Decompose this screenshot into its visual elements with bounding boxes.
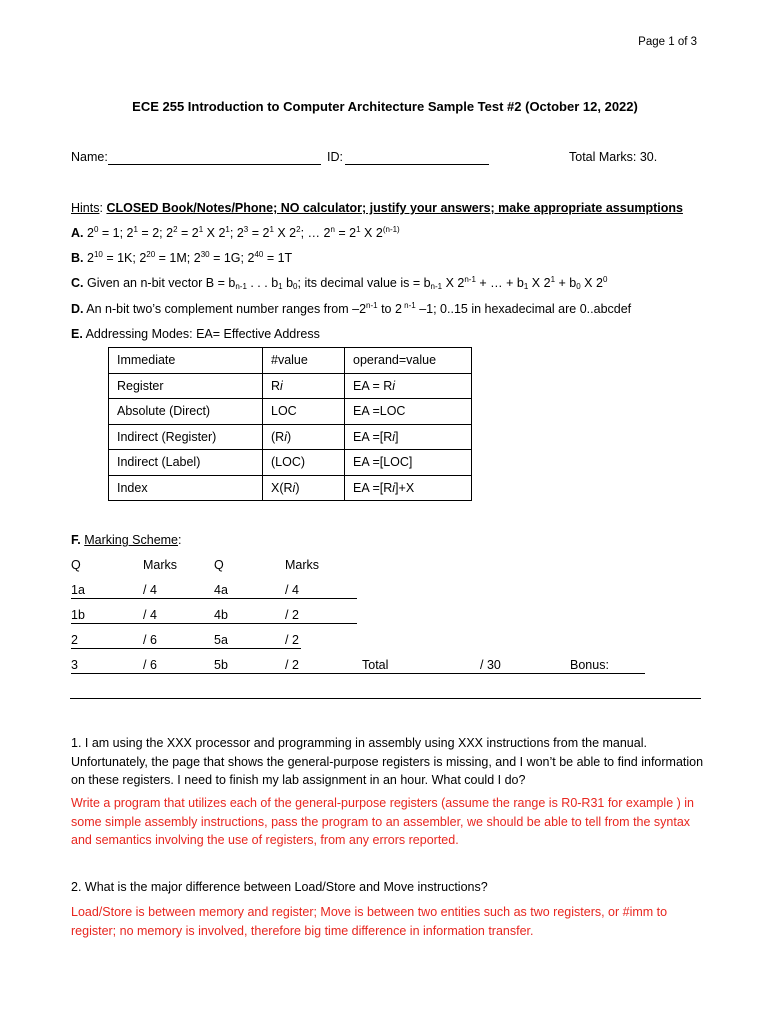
hint-a-label: A. xyxy=(71,226,84,240)
marking-score: / 6 xyxy=(143,658,157,672)
hint-d-text: to 2 xyxy=(377,302,402,316)
hint-a-sup: (n-1) xyxy=(382,225,400,234)
hint-c-text: ; its decimal value is = b xyxy=(297,276,431,290)
hint-a-sup: 2 xyxy=(296,225,301,234)
hint-b-text: = 1K; 2 xyxy=(102,251,147,265)
hint-a-text: X 2 xyxy=(203,226,226,240)
table-row xyxy=(109,475,472,501)
name-field[interactable] xyxy=(108,151,321,165)
marking-bonus-label: Bonus: xyxy=(570,658,609,672)
hint-d-sup: n-1 xyxy=(366,301,378,310)
hint-b-sup: 10 xyxy=(93,250,103,259)
hint-c-sup: 0 xyxy=(602,275,608,284)
marking-score: / 2 xyxy=(285,633,299,647)
ea-text: EA = R xyxy=(353,378,393,393)
ea-text: EA =[R xyxy=(353,480,393,495)
ea-cell: EA =LOC xyxy=(345,399,472,425)
marking-q: 2 xyxy=(71,633,78,647)
hint-f-text: Marking Scheme xyxy=(84,533,179,547)
hint-c-text: X 2 xyxy=(580,276,603,290)
hint-c-sup: n-1 xyxy=(464,275,476,284)
syntax-italic: i xyxy=(280,378,283,393)
hint-c-sub: n-1 xyxy=(235,282,247,291)
page-number: Page 1 of 3 xyxy=(638,36,697,48)
hint-a-sup: 1 xyxy=(133,225,138,234)
syntax-italic: i xyxy=(292,480,296,495)
marking-q: 1b xyxy=(71,608,85,622)
marking-score: / 2 xyxy=(285,658,299,672)
hint-a-text: = 1; 2 xyxy=(98,226,134,240)
ea-italic: i xyxy=(392,480,396,495)
name-label: Name: xyxy=(71,150,108,164)
hint-f-label: F. xyxy=(71,533,81,547)
marking-q: 5a xyxy=(214,633,228,647)
hint-c-sub: 1 xyxy=(523,282,529,291)
hint-c-text: b xyxy=(282,276,294,290)
hint-d xyxy=(71,302,631,316)
hints-text: CLOSED Book/Notes/Phone; NO calculator; justify your answers; make appropriate assumptions xyxy=(106,201,683,215)
marking-score: / 4 xyxy=(143,608,157,622)
hint-a-text: = 2 xyxy=(177,226,199,240)
hint-b-text: = 1G; 2 xyxy=(209,251,255,265)
question-1: 1. I am using the XXX processor and programming in assembly using XXX instructions from the manual. Unfortunately, the page that shows the general-purpose registers is missing, and I won’t be able to find information on these registers. I need to finish my lab assignment in an hour. What could I do? xyxy=(71,736,704,787)
hint-b-text: = 1T xyxy=(263,251,293,265)
hint-c-sub: n-1 xyxy=(430,282,443,291)
hint-f-colon: : xyxy=(178,533,182,547)
ea-cell xyxy=(345,424,472,450)
syntax-cell: #value xyxy=(263,348,345,374)
syntax-cell xyxy=(263,424,345,450)
syntax-text: X(R xyxy=(271,480,293,495)
ea-cell: operand=value xyxy=(345,348,472,374)
marking-row-line xyxy=(71,659,645,674)
ea-italic: i xyxy=(392,429,396,444)
hint-c-text: X 2 xyxy=(528,276,551,290)
hints-line xyxy=(71,201,683,215)
addressing-modes-table xyxy=(108,347,472,501)
marking-q: 5b xyxy=(214,658,228,672)
answer-1: Write a program that utilizes each of the general-purpose registers (assume the range is R0-R31 for example ) in some simple assembly instructions, pass the program to an assembler, we should be able to tell from the syntax and semantics involving the use of registers, from any errors reported. xyxy=(71,796,694,847)
marking-header: Marks xyxy=(285,558,320,572)
ea-cell: EA =[LOC] xyxy=(345,450,472,476)
hints-colon: : xyxy=(99,201,107,215)
marking-total-value: / 30 xyxy=(480,658,501,672)
syntax-text: R xyxy=(271,378,281,393)
hint-d-label: D. xyxy=(71,302,84,316)
hint-a-text: 2 xyxy=(83,226,94,240)
ea-cell xyxy=(345,373,472,399)
total-marks: Total Marks: 30. xyxy=(569,150,658,164)
hint-a-text: ; … 2 xyxy=(300,226,331,240)
mode-cell: Index xyxy=(109,475,263,501)
hint-c-sub: 0 xyxy=(293,282,298,291)
hint-a-text: = 2 xyxy=(248,226,270,240)
mode-cell: Absolute (Direct) xyxy=(109,399,263,425)
hint-b-text: = 1M; 2 xyxy=(155,251,201,265)
hint-e-text: Addressing Modes: EA= Effective Address xyxy=(82,327,320,341)
syntax-text: ) xyxy=(295,480,300,495)
ea-text: ]+X xyxy=(395,480,415,495)
hint-b-sup: 40 xyxy=(254,250,264,259)
table-row xyxy=(109,373,472,399)
hint-a-text: = 2; 2 xyxy=(137,226,174,240)
ea-text: EA =[R xyxy=(353,429,393,444)
hint-a-text: X 2 xyxy=(360,226,383,240)
syntax-cell xyxy=(263,373,345,399)
marking-header: Q xyxy=(71,558,81,572)
table-row xyxy=(109,348,472,374)
table-row xyxy=(109,424,472,450)
hint-c-text: . . . b xyxy=(246,276,279,290)
mode-cell: Immediate xyxy=(109,348,263,374)
hint-a-text: = 2 xyxy=(334,226,357,240)
syntax-cell: (LOC) xyxy=(263,450,345,476)
answer-2: Load/Store is between memory and register; Move is between two entities such as two registers, or #imm to register; no memory is involved, therefore big time difference in information transfer. xyxy=(71,905,668,938)
hint-a-sup: 2 xyxy=(173,225,178,234)
hint-c-sub: 1 xyxy=(278,282,283,291)
hint-f xyxy=(71,533,182,547)
hints-label: Hints xyxy=(71,201,100,215)
marking-header: Q xyxy=(214,558,224,572)
marking-score: / 6 xyxy=(143,633,157,647)
hint-d-text: An n-bit two’s complement number ranges from –2 xyxy=(83,302,367,316)
hint-d-text: –1; 0..15 in hexadecimal are 0..abcdef xyxy=(415,302,632,316)
mode-cell: Indirect (Register) xyxy=(109,424,263,450)
hint-a-text: ; 2 xyxy=(229,226,244,240)
hint-a-text: X 2 xyxy=(273,226,297,240)
ea-text: ] xyxy=(395,429,399,444)
mode-cell: Register xyxy=(109,373,263,399)
hint-b-text: 2 xyxy=(83,251,94,265)
hint-c-text: Given an n-bit vector B = b xyxy=(83,276,236,290)
hint-c-sup: 1 xyxy=(550,275,556,284)
hint-a-sup: 0 xyxy=(93,225,99,234)
ea-italic: i xyxy=(392,378,396,393)
hint-b-label: B. xyxy=(71,251,84,265)
hint-a-sup: 1 xyxy=(269,225,274,234)
hint-a-sup: 1 xyxy=(225,225,230,234)
syntax-text: (R xyxy=(271,429,285,444)
hint-e xyxy=(71,327,320,341)
section-divider xyxy=(70,698,701,699)
hint-a xyxy=(71,226,400,240)
hint-a-sup: 3 xyxy=(243,225,249,234)
hint-c-text: + b xyxy=(555,276,577,290)
marking-header: Marks xyxy=(143,558,178,572)
marking-total-label: Total xyxy=(362,658,389,672)
marking-row-line xyxy=(71,609,357,624)
marking-score: / 2 xyxy=(285,608,299,622)
hint-a-sup: n xyxy=(330,225,335,234)
marking-q: 3 xyxy=(71,658,78,672)
marking-row-line xyxy=(71,584,357,599)
hint-a-sup: 1 xyxy=(356,225,361,234)
table-row xyxy=(109,450,472,476)
syntax-text: ) xyxy=(286,429,292,444)
marking-q: 4b xyxy=(214,608,228,622)
test-title: ECE 255 Introduction to Computer Architecture Sample Test #2 (October 12, 2022) xyxy=(132,99,638,114)
marking-q: 4a xyxy=(214,583,228,597)
hint-c-text: + … + b xyxy=(475,276,524,290)
id-field[interactable] xyxy=(345,151,489,165)
hint-c xyxy=(71,276,607,290)
hint-c-label: C. xyxy=(71,276,84,290)
marking-score: / 4 xyxy=(143,583,157,597)
hint-b-sup: 20 xyxy=(146,250,156,259)
hint-b-sup: 30 xyxy=(200,250,210,259)
hint-b xyxy=(71,251,292,265)
syntax-italic: i xyxy=(284,429,287,444)
syntax-cell: LOC xyxy=(263,399,345,425)
syntax-cell xyxy=(263,475,345,501)
marking-score: / 4 xyxy=(285,583,299,597)
hint-c-text: X 2 xyxy=(442,276,465,290)
marking-row-line xyxy=(71,634,301,649)
table-row xyxy=(109,399,472,425)
hint-d-sup: n-1 xyxy=(401,301,416,310)
id-label: ID: xyxy=(327,150,343,164)
hint-e-label: E. xyxy=(71,327,83,341)
ea-cell xyxy=(345,475,472,501)
marking-q: 1a xyxy=(71,583,85,597)
mode-cell: Indirect (Label) xyxy=(109,450,263,476)
hint-c-sub: 0 xyxy=(576,282,581,291)
question-2: 2. What is the major difference between Load/Store and Move instructions? xyxy=(71,880,488,894)
hint-a-sup: 1 xyxy=(198,225,204,234)
